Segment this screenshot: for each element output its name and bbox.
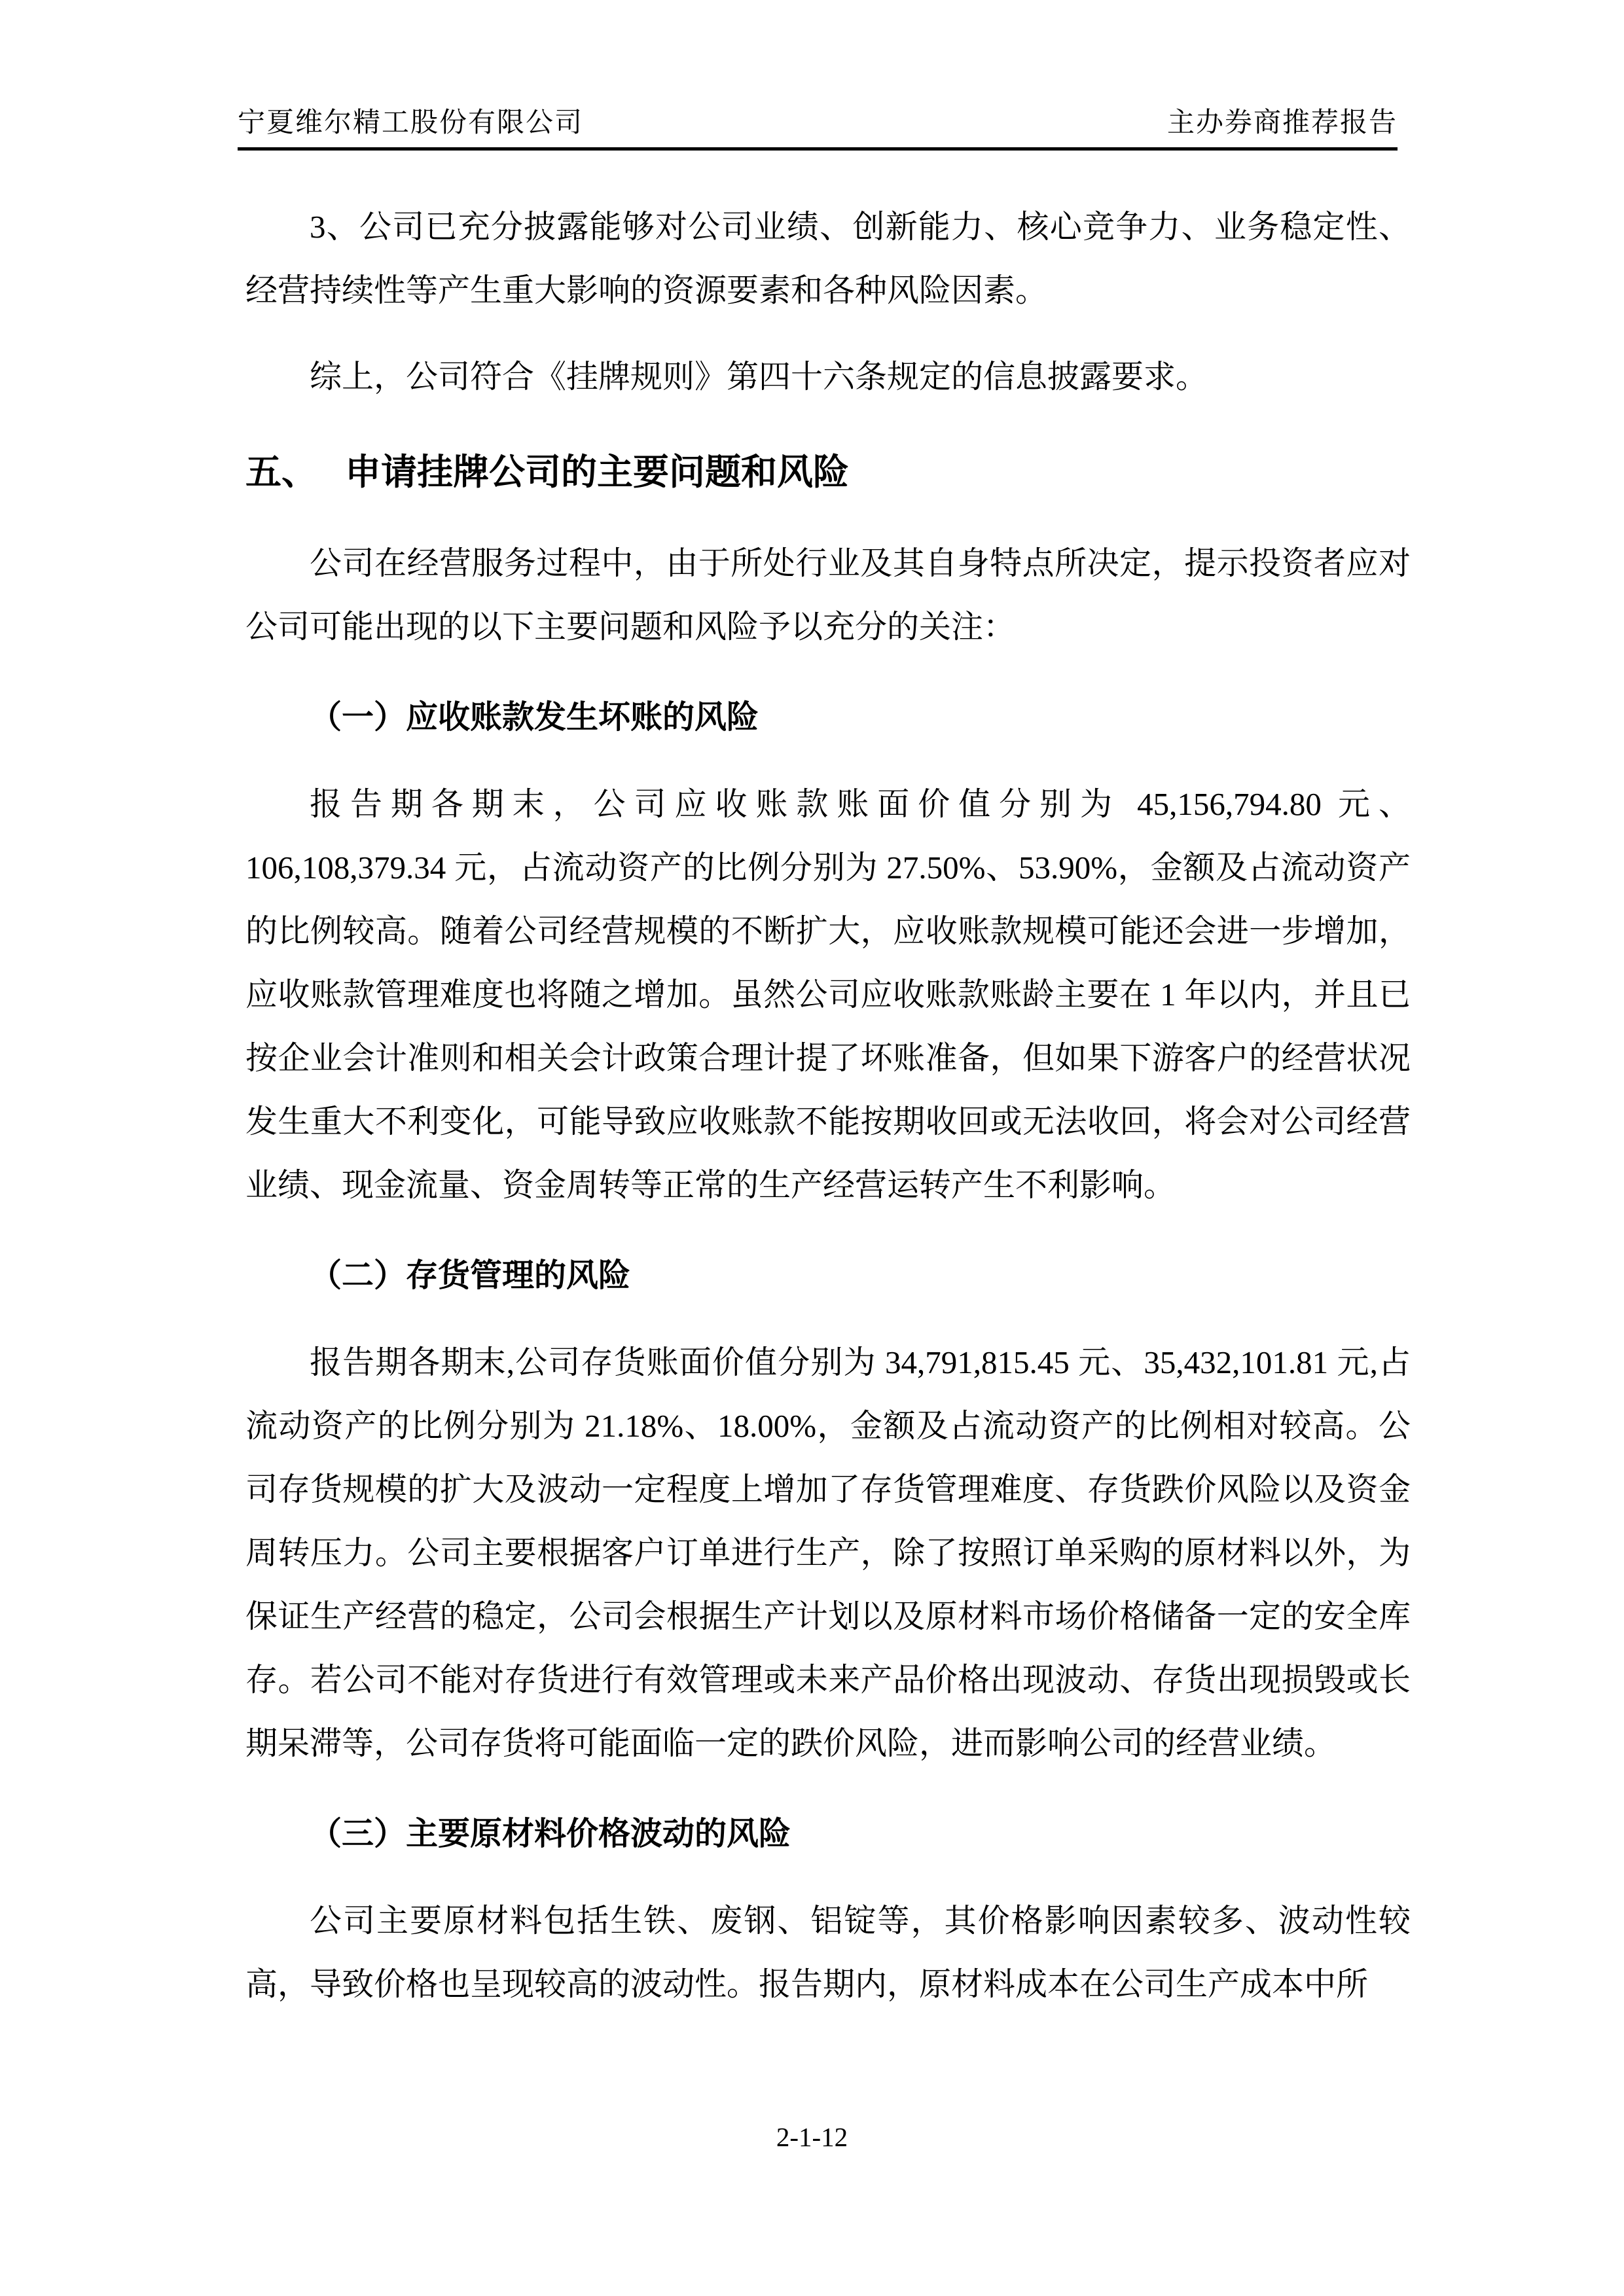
section-5-heading <box>245 435 1411 509</box>
risk-1-heading: （一）应收账款发生坏账的风险 <box>310 700 759 735</box>
risk-3-paragraph: 公司主要原材料包括生铁、废钢、铝锭等，其价格影响因素较多、波动性较高，导致价格也呈现较高的波动性。报告期内，原材料成本在公司生产成本中所 <box>245 1903 1411 2002</box>
paragraph-disclosure: 3、公司已充分披露能够对公司业绩、创新能力、核心竞争力、业务稳定性、经营持续性等产生重大影响的资源要素和各种风险因素。 <box>245 209 1411 308</box>
section-5-number: 五、 <box>245 452 318 492</box>
paragraph-conclusion: 综上，公司符合《挂牌规则》第四十六条规定的信息披露要求。 <box>310 359 1208 395</box>
header-company-name: 宁夏维尔精工股份有限公司 <box>238 108 584 138</box>
risk-2-paragraph: 报告期各期末,公司存货账面价值分别为 34,791,815.45 元、35,432,101.81 元,占流动资产的比例分别为 21.18%、18.00%，金额及占流动资产的比例相对较高。公司存货规模的扩大及波动一定程度上增加了存货管理难度、存货跌价风险以及资金周转压力。公司主要根据客户订单进行生产，除了按照订单采购的原材料以外，为保证生产经营的稳定，公司会根据生产计划以及原材料市场价格储备一定的安全库存。若公司不能对存货进行有效管理或未来产品价格出现波动、存货出现损毁或长期呆滞等，公司存货将可能面临一定的跌价风险，进而影响公司的经营业绩。 <box>245 1344 1411 1761</box>
risk-3-heading: （三）主要原材料价格波动的风险 <box>310 1816 791 1852</box>
page-header <box>238 108 1398 151</box>
page-number: 2-1-12 <box>776 2122 848 2152</box>
risk-2-heading: （二）存货管理的风险 <box>310 1258 631 1293</box>
section-5-intro: 公司在经营服务过程中，由于所处行业及其自身特点所决定，提示投资者应对公司可能出现的以下主要问题和风险予以充分的关注： <box>245 545 1411 645</box>
header-report-type: 主办券商推荐报告 <box>1166 108 1398 138</box>
section-5-title-text: 申请挂牌公司的主要问题和风险 <box>345 452 850 492</box>
document-body <box>245 195 1411 2039</box>
risk-1-paragraph: 报告期各期末，公司应收账款账面价值分别为 45,156,794.80 元、106,108,379.34 元，占流动资产的比例分别为 27.50%、53.90%，金额及占流动资产的比例较高。随着公司经营规模的不断扩大，应收账款规模可能还会进一步增加，应收账款管理难度也将随之增加。虽然公司应收账款账龄主要在 1 年以内，并且已按企业会计准则和相关会计政策合理计提了坏账准备，但如果下游客户的经营状况发生重大不利变化，可能导致应收账款不能按期收回或无法收回，将会对公司经营业绩、现金流量、资金周转等正常的生产经营运转产生不利影响。 <box>245 786 1411 1203</box>
page-footer <box>0 2121 1624 2153</box>
